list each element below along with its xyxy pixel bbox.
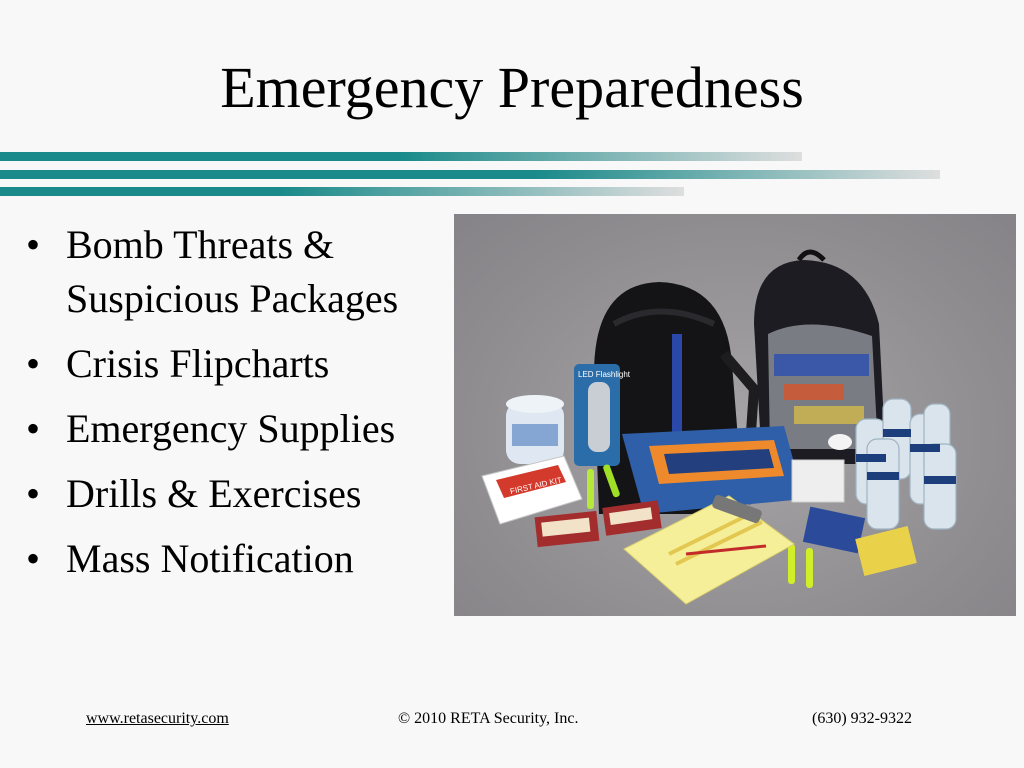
flashlight-label: LED Flashlight: [578, 370, 631, 379]
decorative-rule-bottom: [0, 187, 684, 196]
bullet-dot-icon: •: [26, 222, 41, 267]
emergency-blanket-icon: [622, 426, 804, 514]
bullet-item: [22, 532, 452, 586]
bullet-text: Bomb Threats & Suspicious Packages: [66, 222, 399, 321]
bullet-item: [22, 218, 452, 326]
bullet-item: [22, 467, 452, 521]
bullet-text: Drills & Exercises: [66, 471, 362, 516]
first-aid-label: FIRST AID KIT: [509, 475, 563, 497]
first-aid-kit-icon: [482, 456, 582, 524]
bullet-text: Crisis Flipcharts: [66, 341, 330, 386]
bullet-item: [22, 402, 452, 456]
decorative-rule-top: [0, 152, 802, 161]
bullet-dot-icon: •: [26, 341, 41, 386]
bullet-text: Mass Notification: [66, 536, 354, 581]
footer-copyright: © 2010 RETA Security, Inc.: [398, 710, 579, 727]
bullet-dot-icon: •: [26, 471, 41, 516]
toilet-paper-icon: [506, 395, 564, 464]
footer-website-link[interactable]: www.retasecurity.com: [86, 710, 229, 727]
decorative-rule-middle: [0, 170, 940, 179]
emergency-supplies-photo: [454, 214, 1016, 616]
bullet-list: [22, 218, 452, 597]
footer-phone: (630) 932-9322: [812, 710, 912, 727]
bullet-item: [22, 337, 452, 391]
water-bottles-icon: [856, 399, 956, 529]
bullet-text: Emergency Supplies: [66, 406, 396, 451]
bullet-dot-icon: •: [26, 536, 41, 581]
bullet-dot-icon: •: [26, 406, 41, 451]
slide-title: Emergency Preparedness: [220, 55, 804, 120]
